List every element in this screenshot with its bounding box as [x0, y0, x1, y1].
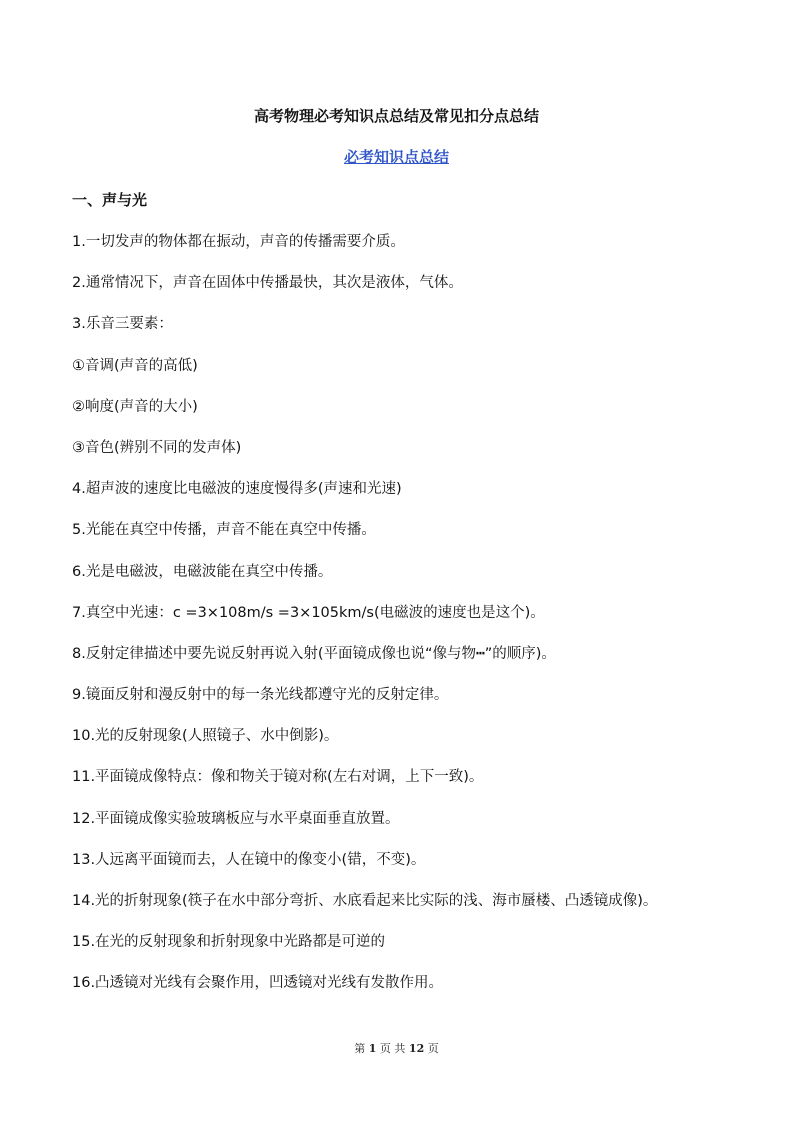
knowledge-point-list — [72, 232, 762, 1015]
list-item: 10.光的反射现象(人照镜子、水中倒影)。 — [72, 728, 339, 745]
list-item: ②响度(声音的大小) — [72, 398, 198, 415]
list-item: 5.光能在真空中传播，声音不能在真空中传播。 — [72, 522, 376, 539]
footer-prefix: 第 — [354, 1042, 366, 1055]
subtitle-link[interactable]: 必考知识点总结 — [343, 148, 449, 166]
list-item: 13.人远离平面镜而去，人在镜中的像变小(错，不变)。 — [72, 851, 426, 868]
document-title: 高考物理必考知识点总结及常见扣分点总结 — [253, 107, 539, 125]
list-item: 1.一切发声的物体都在振动，声音的传播需要介质。 — [72, 234, 405, 250]
footer-current-page: 1 — [368, 1042, 377, 1055]
list-item: 7.真空中光速：c =3×108m/s =3×105km/s(电磁波的速度也是这个)。 — [72, 604, 545, 621]
list-item: 12.平面镜成像实验玻璃板应与水平桌面垂直放置。 — [72, 810, 400, 827]
list-item: 14.光的折射现象(筷子在水中部分弯折、水底看起来比实际的浅、海市蜃楼、凸透镜成像)。 — [72, 893, 658, 909]
list-item: 11.平面镜成像特点：像和物关于镜对称(左右对调，上下一致)。 — [72, 769, 484, 786]
list-item: ③音色(辨别不同的发声体) — [72, 439, 242, 456]
list-item: 16.凸透镜对光线有会聚作用，凹透镜对光线有发散作用。 — [72, 975, 444, 992]
section-heading: 一、声与光 — [72, 191, 148, 209]
list-item: 2.通常情况下，声音在固体中传播最快，其次是液体，气体。 — [72, 275, 463, 292]
list-item: 9.镜面反射和漫反射中的每一条光线都遵守光的反射定律。 — [72, 687, 449, 704]
list-item: 15.在光的反射现象和折射现象中光路都是可逆的 — [72, 934, 386, 951]
list-item: 6.光是电磁波，电磁波能在真空中传播。 — [72, 563, 333, 580]
list-item: 8.反射定律描述中要先说反射再说入射(平面镜成像也说“像与物┅”的顺序)。 — [72, 645, 556, 662]
list-item: ①音调(声音的高低) — [72, 357, 198, 374]
footer-suffix: 页 — [427, 1042, 439, 1055]
list-item: 4.超声波的速度比电磁波的速度慢得多(声速和光速) — [72, 481, 402, 498]
footer-total-pages: 12 — [408, 1042, 425, 1055]
page-footer — [0, 1042, 793, 1056]
list-item: 3.乐音三要素： — [72, 316, 173, 333]
subtitle-container — [0, 147, 793, 167]
footer-middle: 页 共 — [379, 1042, 406, 1055]
